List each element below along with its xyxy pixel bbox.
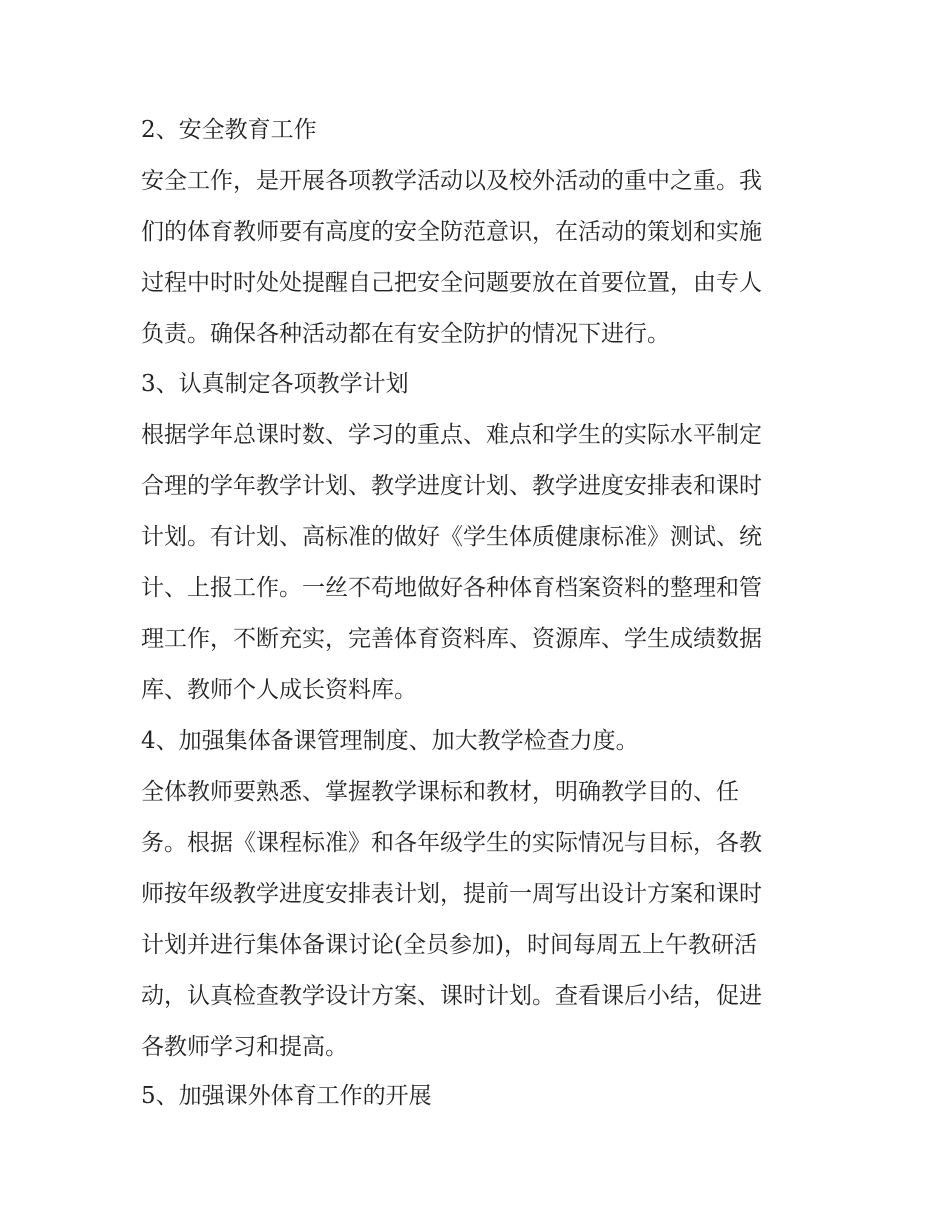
paragraph-line: 计划并进行集体备课讨论(全员参加)，时间每周五上午教研活 (141, 932, 757, 958)
paragraph-line: 全体教师要熟悉、掌握教学课标和教材，明确教学目的、任 (141, 779, 739, 805)
paragraph-line: 安全工作，是开展各项教学活动以及校外活动的重中之重。我 (141, 168, 762, 194)
paragraph-line: 负责。确保各种活动都在有安全防护的情况下进行。 (141, 321, 670, 347)
paragraph-line: 各教师学习和提高。 (141, 1034, 348, 1060)
paragraph-line: 动，认真检查教学设计方案、课时计划。查看课后小结，促进 (141, 983, 762, 1009)
paragraph-line: 库、教师个人成长资料库。 (141, 677, 417, 703)
heading-teaching-plan: 3、认真制定各项教学计划 (141, 371, 409, 397)
paragraph-line: 合理的学年教学计划、教学进度计划、教学进度安排表和课时 (141, 473, 762, 499)
paragraph-line: 务。根据《课程标准》和各年级学生的实际情况与目标，各教 (141, 830, 762, 856)
paragraph-line: 过程中时时处处提醒自己把安全问题要放在首要位置，由专人 (141, 270, 762, 296)
heading-extracurricular-sports: 5、加强课外体育工作的开展 (141, 1083, 432, 1109)
paragraph-line: 理工作，不断充实，完善体育资料库、资源库、学生成绩数据 (141, 626, 762, 652)
paragraph-line: 们的体育教师要有高度的安全防范意识，在活动的策划和实施 (141, 219, 762, 245)
paragraph-line: 根据学年总课时数、学习的重点、难点和学生的实际水平制定 (141, 422, 762, 448)
heading-safety-education: 2、安全教育工作 (141, 117, 317, 143)
paragraph-line: 计划。有计划、高标准的做好《学生体质健康标准》测试、统 (141, 524, 762, 550)
paragraph-line: 计、上报工作。一丝不苟地做好各种体育档案资料的整理和管 (141, 575, 762, 601)
paragraph-line: 师按年级教学进度安排表计划，提前一周写出设计方案和课时 (141, 881, 762, 907)
heading-lesson-preparation: 4、加强集体备课管理制度、加大教学检查力度。 (141, 728, 639, 754)
